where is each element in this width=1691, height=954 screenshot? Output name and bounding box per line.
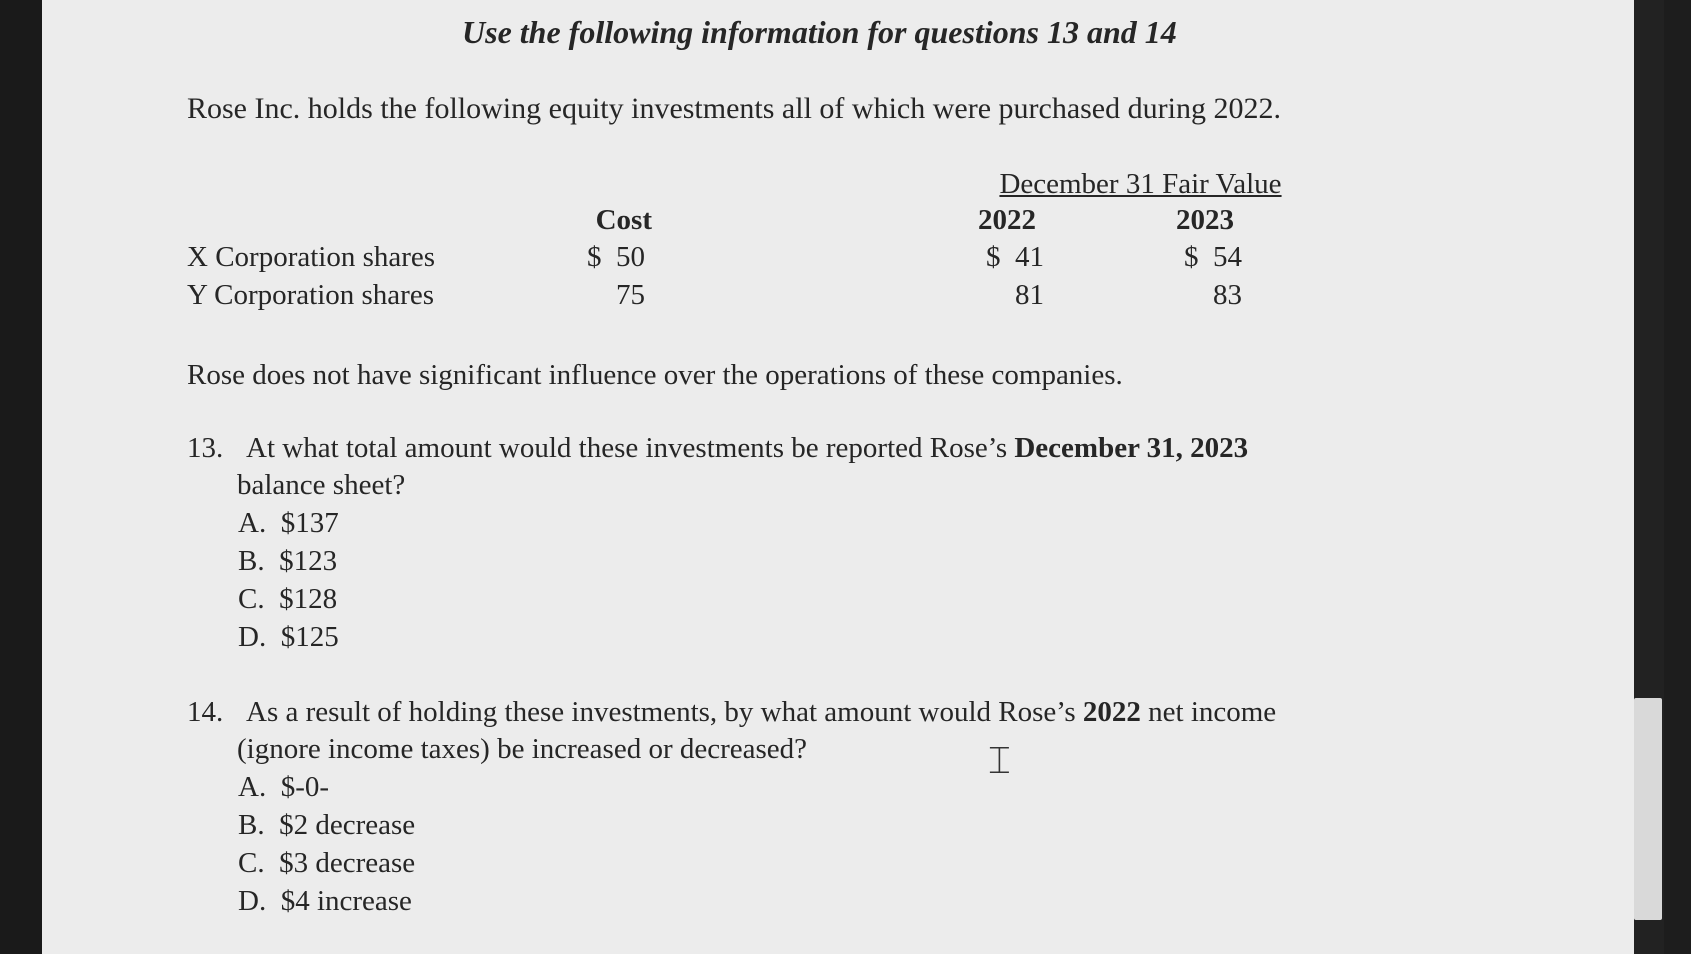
answer-option-a: A. $-0- — [238, 771, 330, 803]
answer-option-b: B. $2 decrease — [238, 809, 416, 841]
question-text-bold: December 31, 2023 — [1014, 432, 1249, 464]
question-text-part: At what total amount would these investments be reported Rose’s — [246, 432, 1015, 464]
answer-option-a: A. $137 — [238, 507, 339, 539]
question-text — [246, 432, 1248, 465]
answer-option-d: D. $4 increase — [238, 885, 412, 917]
row-label-y-corporation: Y Corporation shares — [187, 279, 434, 311]
question-text-part: As a result of holding these investments, by what amount would Rose’s — [246, 696, 1083, 728]
question-text-part: net income — [1140, 696, 1277, 728]
section-heading: Use the following information for questions 13 and 14 — [462, 14, 1177, 50]
question-text-bold: 2022 — [1082, 696, 1141, 728]
intro-paragraph: Rose Inc. holds the following equity investments all of which were purchased during 2022. — [187, 92, 1281, 125]
column-header-cost: Cost — [595, 204, 652, 236]
answer-option-c: C. $128 — [238, 583, 338, 615]
answer-option-b: B. $123 — [238, 545, 338, 577]
answer-option-d: D. $125 — [238, 621, 339, 653]
question-number: 13. — [187, 432, 224, 464]
row-label-x-corporation: X Corporation shares — [187, 241, 436, 273]
cell-x-fv-2023: $ 54 — [1184, 241, 1242, 273]
question-text-line2: balance sheet? — [237, 469, 406, 501]
monitor-bezel-left — [0, 0, 42, 954]
scrollbar-thumb[interactable] — [1634, 698, 1662, 920]
text-cursor-icon: ⌶ — [988, 738, 1011, 782]
question-text-line2: (ignore income taxes) be increased or decreased? — [237, 733, 808, 765]
cell-x-fv-2022: $ 41 — [986, 241, 1044, 273]
column-header-2023: 2023 — [1176, 204, 1234, 236]
influence-note: Rose does not have significant influence over the operations of these companies. — [187, 359, 1123, 391]
cell-x-cost: $ 50 — [587, 241, 645, 273]
question-number: 14. — [187, 696, 224, 728]
document-page — [42, 0, 1634, 954]
column-header-2022: 2022 — [978, 204, 1036, 236]
cell-y-fv-2022: 81 — [1015, 279, 1044, 311]
question-text — [246, 696, 1276, 729]
answer-option-c: C. $3 decrease — [238, 847, 416, 879]
fair-value-group-header: December 31 Fair Value — [999, 168, 1282, 200]
cell-y-cost: 75 — [616, 279, 645, 311]
cell-y-fv-2023: 83 — [1213, 279, 1242, 311]
